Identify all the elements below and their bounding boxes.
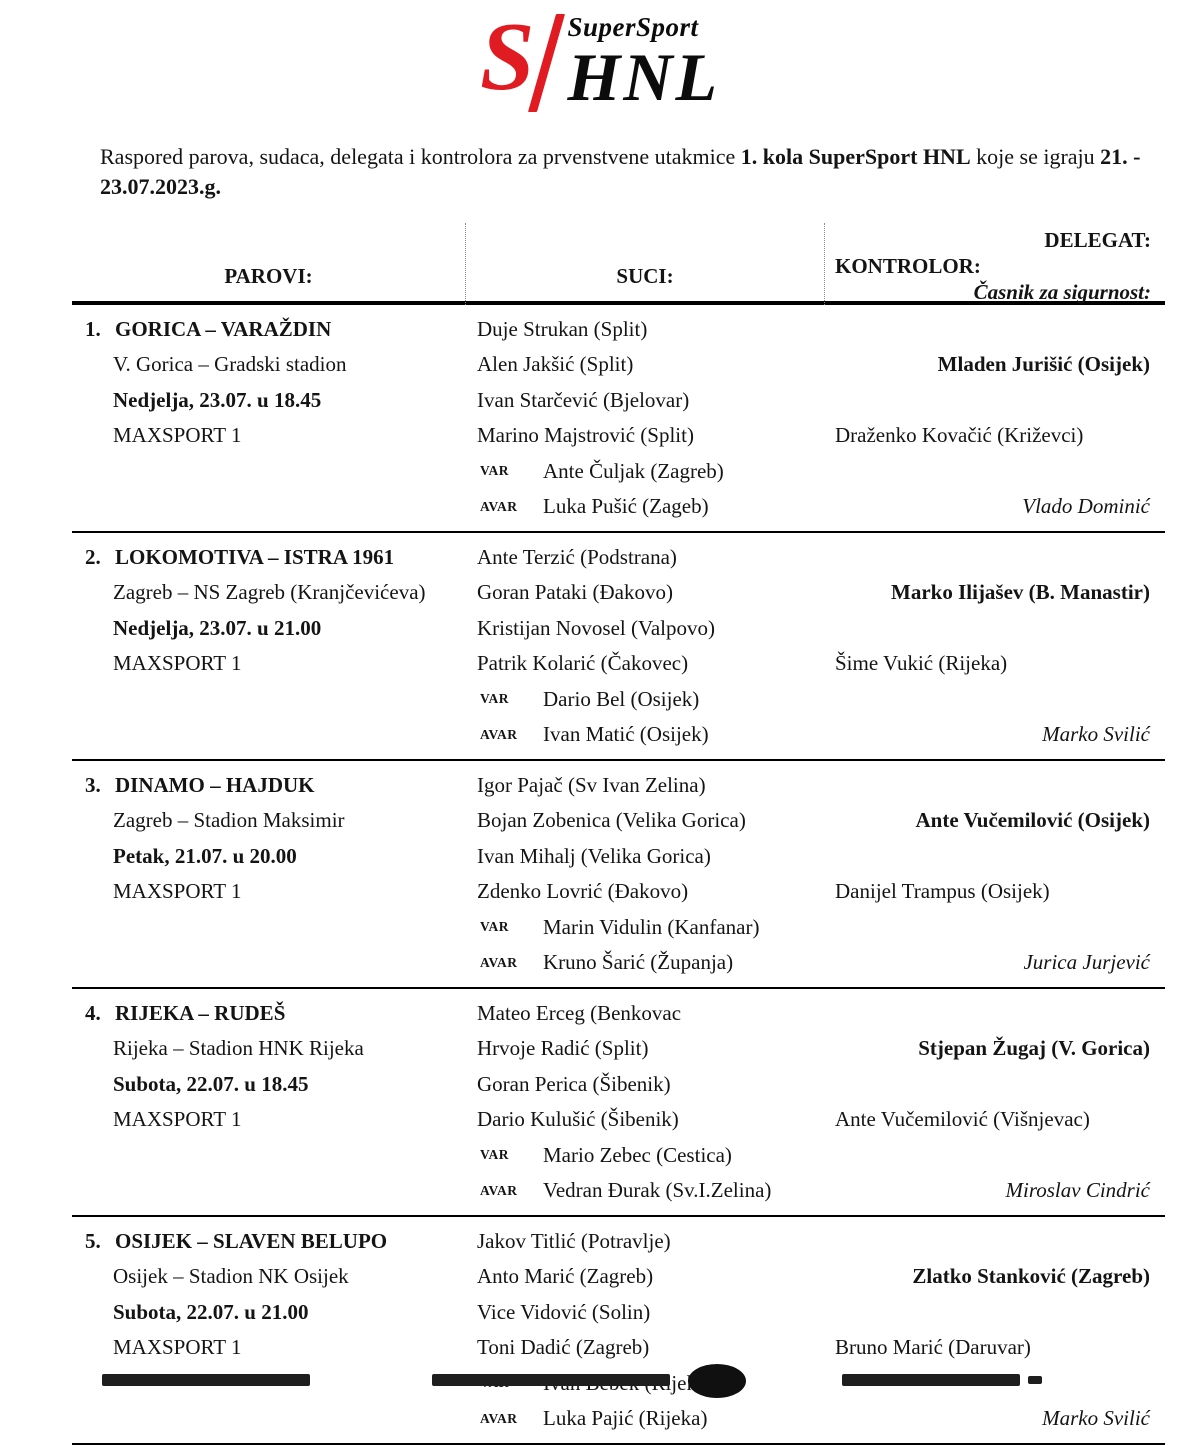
table-header-row <box>72 223 1165 305</box>
var-referee: Dario Bel (Osijek) <box>543 686 700 711</box>
spacer <box>835 383 1150 419</box>
match-number: 2. <box>85 544 101 569</box>
match-title <box>85 1224 465 1260</box>
avar-referee: Luka Pušić (Zageb) <box>543 494 709 519</box>
var-referee: Ante Čuljak (Zagreb) <box>543 458 724 483</box>
referee-fourth: Toni Dadić (Zagreb) <box>477 1335 650 1360</box>
referee-fourth: Patrik Kolarić (Čakovec) <box>477 651 689 676</box>
security-officer-name: Miroslav Cindrić <box>1005 1178 1150 1203</box>
intro-round-bold: 1. kola SuperSport HNL <box>740 144 971 169</box>
var-label: VAR <box>480 1147 510 1163</box>
match-datetime: Petak, 21.07. u 20.00 <box>113 843 297 868</box>
avar-label: AVAR <box>480 1410 518 1426</box>
avar-label: AVAR <box>480 726 518 742</box>
match-row <box>72 1215 1165 1445</box>
match-number: 5. <box>85 1228 101 1253</box>
spacer <box>835 996 1150 1032</box>
security-officer-name: Jurica Jurjević <box>1023 950 1150 975</box>
referee-assistant-1: Hrvoje Radić (Split) <box>477 1036 649 1061</box>
spacer <box>835 312 1150 348</box>
logo-supersport-text: SuperSport <box>567 12 699 42</box>
controller-name: Draženko Kovačić (Križevci) <box>835 423 1084 448</box>
avar-line <box>477 1401 825 1437</box>
avar-label: AVAR <box>480 498 518 514</box>
var-referee: Mario Zebec (Cestica) <box>543 1142 732 1167</box>
referee-assistant-2: Kristijan Novosel (Valpovo) <box>477 615 715 640</box>
referee-assistant-2: Vice Vidović (Solin) <box>477 1299 651 1324</box>
match-venue: Osijek – Stadion NK Osijek <box>113 1264 349 1289</box>
avar-referee: Luka Pajić (Rijeka) <box>543 1406 708 1431</box>
match-tv-channel: MAXSPORT 1 <box>113 1335 242 1360</box>
stamp-partial <box>688 1364 746 1398</box>
logo-slash-icon <box>528 14 565 112</box>
avar-line <box>477 717 825 753</box>
referee-assistant-1: Anto Marić (Zagreb) <box>477 1264 654 1289</box>
match-row <box>72 531 1165 759</box>
intro-text-2: koje se igraju <box>970 144 1101 169</box>
match-title <box>85 312 465 348</box>
header-parovi-cell <box>72 223 465 305</box>
referee-assistant-2: Ivan Mihalj (Velika Gorica) <box>477 843 711 868</box>
referee-assistant-1: Bojan Zobenica (Velika Gorica) <box>477 808 746 833</box>
var-line <box>477 454 825 490</box>
delegate-name: Zlatko Stanković (Zagreb) <box>912 1264 1150 1289</box>
referee-assistant-1: Alen Jakšić (Split) <box>477 352 634 377</box>
intro-text-1: Raspored parova, sudaca, delegata i kontrolora za prvenstvene utakmice <box>100 144 741 169</box>
logo-hnl-text: HNL <box>567 39 721 115</box>
match-info-cell <box>72 989 465 1215</box>
var-referee: Marin Vidulin (Kanfanar) <box>543 914 760 939</box>
cutoff-text-remnant-left <box>102 1374 310 1386</box>
match-datetime: Subota, 22.07. u 21.00 <box>113 1299 309 1324</box>
delegate-name: Stjepan Žugaj (V. Gorica) <box>918 1036 1150 1061</box>
var-label: VAR <box>480 463 510 479</box>
delegate-name: Ante Vučemilović (Osijek) <box>915 808 1150 833</box>
avar-label: AVAR <box>480 1182 518 1198</box>
referee-main: Ante Terzić (Podstrana) <box>477 544 677 569</box>
match-row <box>72 305 1165 531</box>
match-datetime: Subota, 22.07. u 18.45 <box>113 1071 309 1096</box>
logo-wordmark <box>567 12 721 115</box>
spacer <box>835 1138 1150 1174</box>
header-suci-cell <box>465 223 825 305</box>
match-title <box>85 768 465 804</box>
match-tv-channel: MAXSPORT 1 <box>113 879 242 904</box>
security-officer-name: Vlado Dominić <box>1022 494 1150 519</box>
var-line <box>477 682 825 718</box>
match-title <box>85 540 465 576</box>
match-info-cell <box>72 1217 465 1443</box>
var-line <box>477 910 825 946</box>
officials-cell <box>825 305 1165 531</box>
spacer <box>835 1295 1150 1331</box>
logo-s-letter: S <box>479 3 533 111</box>
spacer <box>835 540 1150 576</box>
officials-cell <box>825 533 1165 759</box>
avar-label: AVAR <box>480 954 518 970</box>
delegate-name: Mladen Jurišić (Osijek) <box>937 352 1150 377</box>
avar-referee: Ivan Matić (Osijek) <box>543 722 709 747</box>
referees-cell <box>465 989 825 1215</box>
match-venue: Zagreb – Stadion Maksimir <box>113 808 345 833</box>
controller-name: Ante Vučemilović (Višnjevac) <box>835 1107 1090 1132</box>
avar-line <box>477 1173 825 1209</box>
match-row <box>72 987 1165 1215</box>
match-teams: LOKOMOTIVA – ISTRA 1961 <box>115 544 395 569</box>
match-number: 3. <box>85 772 101 797</box>
spacer <box>835 1067 1150 1103</box>
referee-main: Duje Strukan (Split) <box>477 316 648 341</box>
spacer <box>835 682 1150 718</box>
header-delegat-cell <box>825 223 1165 305</box>
match-info-cell <box>72 305 465 531</box>
match-teams: GORICA – VARAŽDIN <box>115 316 332 341</box>
var-label: VAR <box>480 919 510 935</box>
spacer <box>835 839 1150 875</box>
referee-assistant-2: Ivan Starčević (Bjelovar) <box>477 387 690 412</box>
controller-name: Danijel Trampus (Osijek) <box>835 879 1050 904</box>
match-tv-channel: MAXSPORT 1 <box>113 423 242 448</box>
match-info-cell <box>72 533 465 759</box>
cutoff-text-remnant-accent <box>1028 1376 1042 1384</box>
spacer <box>835 454 1150 490</box>
spacer <box>835 611 1150 647</box>
officials-cell <box>825 989 1165 1215</box>
officials-cell <box>825 1217 1165 1443</box>
match-tv-channel: MAXSPORT 1 <box>113 651 242 676</box>
intro-dates-bold: 21. - 23.07.2023.g. <box>100 144 1141 200</box>
match-number: 4. <box>85 1000 101 1025</box>
match-teams: DINAMO – HAJDUK <box>115 772 315 797</box>
referee-main: Igor Pajač (Sv Ivan Zelina) <box>477 772 706 797</box>
referees-cell <box>465 533 825 759</box>
match-number: 1. <box>85 316 101 341</box>
referee-fourth: Marino Majstrović (Split) <box>477 423 694 448</box>
avar-line <box>477 489 825 525</box>
referee-main: Jakov Titlić (Potravlje) <box>477 1228 671 1253</box>
match-teams: RIJEKA – RUDEŠ <box>115 1000 286 1025</box>
avar-referee: Vedran Đurak (Sv.I.Zelina) <box>543 1178 772 1203</box>
spacer <box>835 768 1150 804</box>
avar-referee: Kruno Šarić (Županja) <box>543 950 734 975</box>
referees-cell <box>465 761 825 987</box>
intro-paragraph <box>100 142 1165 203</box>
match-venue: V. Gorica – Gradski stadion <box>113 352 347 377</box>
header-parovi: PAROVI: <box>224 263 313 288</box>
match-info-cell <box>72 761 465 987</box>
security-officer-name: Marko Svilić <box>1042 1406 1150 1431</box>
security-officer-name: Marko Svilić <box>1042 722 1150 747</box>
match-venue: Rijeka – Stadion HNK Rijeka <box>113 1036 364 1061</box>
spacer <box>835 1224 1150 1260</box>
officials-cell <box>825 761 1165 987</box>
controller-name: Bruno Marić (Daruvar) <box>835 1335 1031 1360</box>
referee-fourth: Dario Kulušić (Šibenik) <box>477 1107 679 1132</box>
var-label: VAR <box>480 691 510 707</box>
spacer <box>835 910 1150 946</box>
match-tv-channel: MAXSPORT 1 <box>113 1107 242 1132</box>
supersport-hnl-logo <box>0 0 1200 120</box>
schedule-table <box>72 223 1165 1445</box>
delegate-name: Marko Ilijašev (B. Manastir) <box>891 580 1150 605</box>
schedule-rows <box>72 305 1165 1445</box>
match-venue: Zagreb – NS Zagreb (Kranjčevićeva) <box>113 580 426 605</box>
header-kontrolor: KONTROLOR: <box>835 253 981 278</box>
match-title <box>85 996 465 1032</box>
cutoff-text-remnant-right <box>842 1374 1020 1386</box>
referee-main: Mateo Erceg (Benkovac <box>477 1000 682 1025</box>
referee-assistant-1: Goran Pataki (Đakovo) <box>477 580 673 605</box>
referee-fourth: Zdenko Lovrić (Đakovo) <box>477 879 689 904</box>
header-suci: SUCI: <box>616 263 674 288</box>
controller-name: Šime Vukić (Rijeka) <box>835 651 1008 676</box>
match-datetime: Nedjelja, 23.07. u 21.00 <box>113 615 322 640</box>
match-row <box>72 759 1165 987</box>
referees-cell <box>465 1217 825 1443</box>
cutoff-text-remnant-center <box>432 1374 670 1386</box>
header-casnik: Časnik za sigurnost: <box>973 279 1151 304</box>
avar-line <box>477 945 825 981</box>
var-line <box>477 1138 825 1174</box>
match-teams: OSIJEK – SLAVEN BELUPO <box>115 1228 388 1253</box>
match-datetime: Nedjelja, 23.07. u 18.45 <box>113 387 322 412</box>
referee-assistant-2: Goran Perica (Šibenik) <box>477 1071 671 1096</box>
referees-cell <box>465 305 825 531</box>
var-referee: (Rijeka) <box>644 1370 714 1395</box>
header-delegat: DELEGAT: <box>1044 227 1151 252</box>
